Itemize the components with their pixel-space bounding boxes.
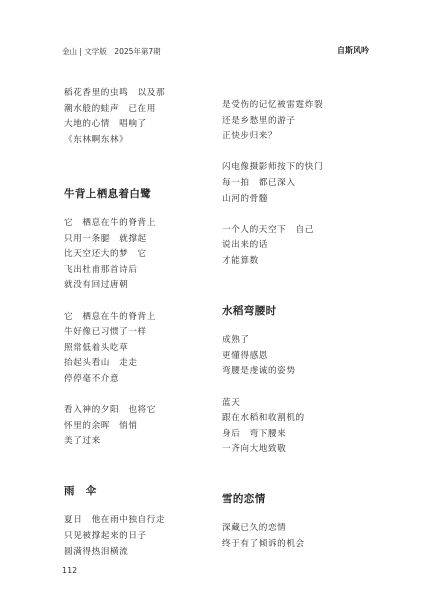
poem-line: 夏日 他在雨中独自行走 — [64, 515, 166, 526]
poem-line: 跟在水稻和收割机的 — [222, 413, 305, 424]
poem-line: 还是乡愁里的游子 — [222, 115, 296, 126]
poem-line: 才能算数 — [222, 255, 259, 266]
poem-line: 牛好像已习惯了一样 — [64, 327, 147, 338]
poem-line: 大地的心情 唱响了 — [64, 119, 147, 130]
poem-line: 看入神的夕阳 也将它 — [64, 405, 156, 416]
stanza — [64, 310, 229, 388]
stanza — [222, 160, 387, 207]
intro-stanza — [64, 86, 229, 148]
right-column — [222, 98, 387, 553]
page-number: 112 — [62, 566, 78, 575]
poem-line: 闪电像摄影师按下的快门 — [222, 162, 324, 173]
poem-title: 水稻弯腰时 — [222, 305, 277, 318]
stanza — [64, 403, 229, 450]
poem-line: 飞出杜甫那首诗后 — [64, 264, 138, 275]
poem-line: 怀里的余晖 悄悄 — [64, 420, 138, 431]
poem-title: 雨 伞 — [64, 485, 97, 498]
journal-info: 金山 | 文学版 2025年第7期 — [62, 47, 161, 56]
poem-line: 只用一条腿 就撑起 — [64, 233, 147, 244]
poem-line: 一个人的天空下 自己 — [222, 224, 314, 235]
poem-line: 照常低着头吃草 — [64, 342, 129, 353]
poem-line: 圆满得热泪横流 — [64, 546, 129, 557]
poem-line: 每一拍 都已深入 — [222, 177, 296, 188]
poem-line: 只见被撑起来的日子 — [64, 531, 147, 542]
poem-line: 美了过来 — [64, 436, 101, 447]
poem-line: 更懂得感恩 — [222, 350, 268, 361]
poem-line: 身后 弯下腰来 — [222, 428, 287, 439]
left-column — [64, 86, 229, 560]
poem-line: 山河的骨髓 — [222, 193, 268, 204]
poem-line: 说出来的话 — [222, 240, 268, 251]
poem-line: 比天空还大的梦 它 — [64, 249, 147, 260]
column-title: 自斯风吟 — [337, 46, 369, 55]
poem-line: 抬起头看山 走走 — [64, 358, 138, 369]
stanza — [222, 521, 387, 552]
stanza — [64, 513, 229, 560]
poem-title: 牛背上栖息着白鹭 — [64, 187, 152, 200]
poem-line: 终于有了倾诉的机会 — [222, 539, 305, 550]
poem-line: 弯腰是虔诚的姿势 — [222, 366, 296, 377]
poem-line: 就没有回过唐朝 — [64, 280, 129, 291]
poem-line: 稻花香里的虫鸣 以及那 — [64, 88, 166, 98]
poem-line: 《东林啊东林》 — [64, 134, 129, 145]
poem-line: 它 栖息在牛的脊背上 — [64, 311, 156, 322]
poem-line: 停停毫不介意 — [64, 373, 120, 384]
poem-line: 潮水般的蛙声 已在用 — [64, 103, 156, 114]
stanza — [222, 333, 387, 380]
stanza — [222, 223, 387, 270]
stanza — [222, 396, 387, 458]
stanza — [64, 216, 229, 294]
poem-line: 是受伤的记忆被雷霆炸裂 — [222, 100, 324, 110]
poem-line: 成熟了 — [222, 335, 250, 346]
poem-line: 深藏已久的恋情 — [222, 523, 287, 534]
poem-title: 雪的恋情 — [222, 493, 266, 506]
poem-line: 蓝天 — [222, 397, 241, 408]
poem-line: 它 栖息在牛的脊背上 — [64, 217, 156, 228]
stanza — [222, 98, 387, 145]
poem-line: 正快步归来？ — [222, 131, 278, 142]
poem-line: 一齐向大地致敬 — [222, 444, 287, 455]
